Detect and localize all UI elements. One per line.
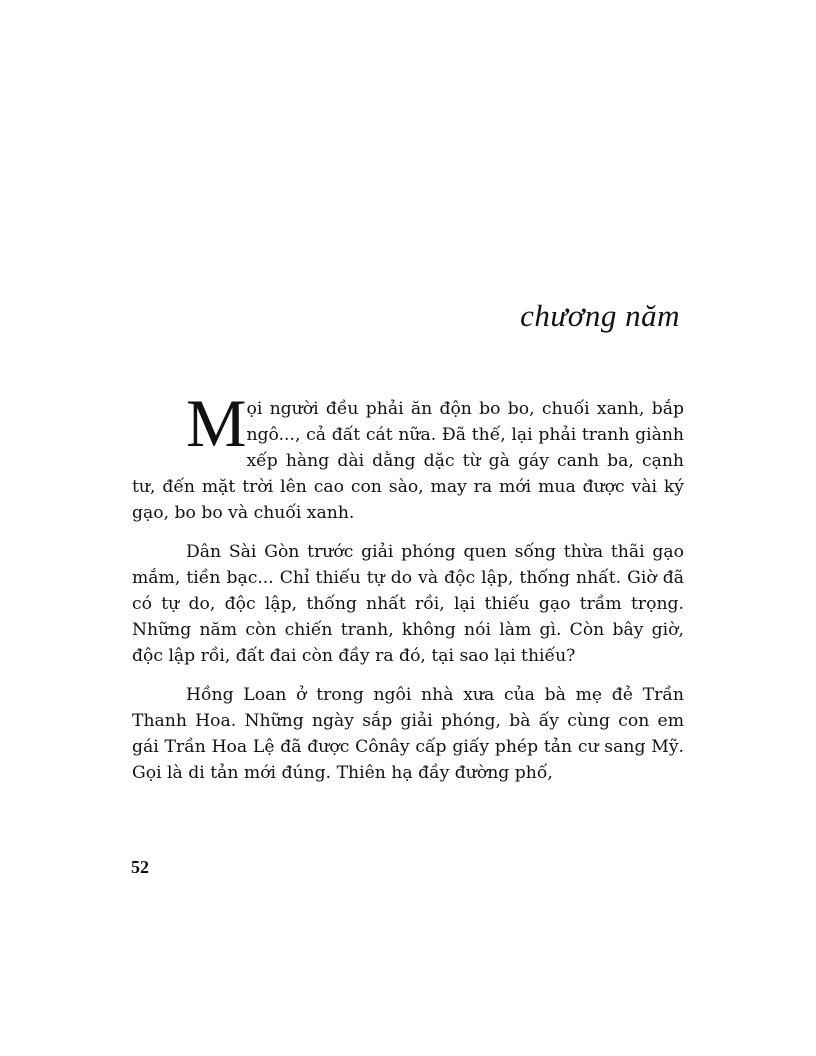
paragraph-3: Hồng Loan ở trong ngôi nhà xưa của bà mẹ đẻ Trần Thanh Hoa. Những ngày sắp giải phóng, bà ấy cùng con em gái Trần Hoa Lệ đã được Cônây cấp giấy phép tản cư sang Mỹ. Gọi là di tản mới đúng. Thiên hạ đầy đường phố, — [132, 685, 684, 783]
paragraph-2: Dân Sài Gòn trước giải phóng quen sống thừa thãi gạo mắm, tiền bạc... Chỉ thiếu tự do và độc lập, thống nhất. Giờ đã có tự do, độc lập, thống nhất rồi, lại thiếu gạo trầm trọng. Những năm còn chiến tranh, không nói làm gì. Còn bây giờ, độc lập rồi, đất đai còn đầy ra đó, tại sao lại thiếu? — [132, 542, 684, 666]
page-number: 52 — [131, 857, 149, 877]
drop-cap: M — [186, 385, 245, 461]
chapter-title: chương năm — [520, 298, 680, 333]
paragraph-1 — [132, 385, 684, 526]
body-text — [132, 385, 684, 799]
paragraph-1-text: ọi người đều phải ăn độn bo bo, chuối xanh, bắp ngô..., cả đất cát nữa. Đã thế, lại phải tranh giành xếp hàng dài dằng dặc từ gà gáy canh ba, cạnh tư, đến mặt trời lên cao con sào, may ra mới mua được vài ký gạo, bo bo và chuối xanh. — [132, 399, 684, 523]
